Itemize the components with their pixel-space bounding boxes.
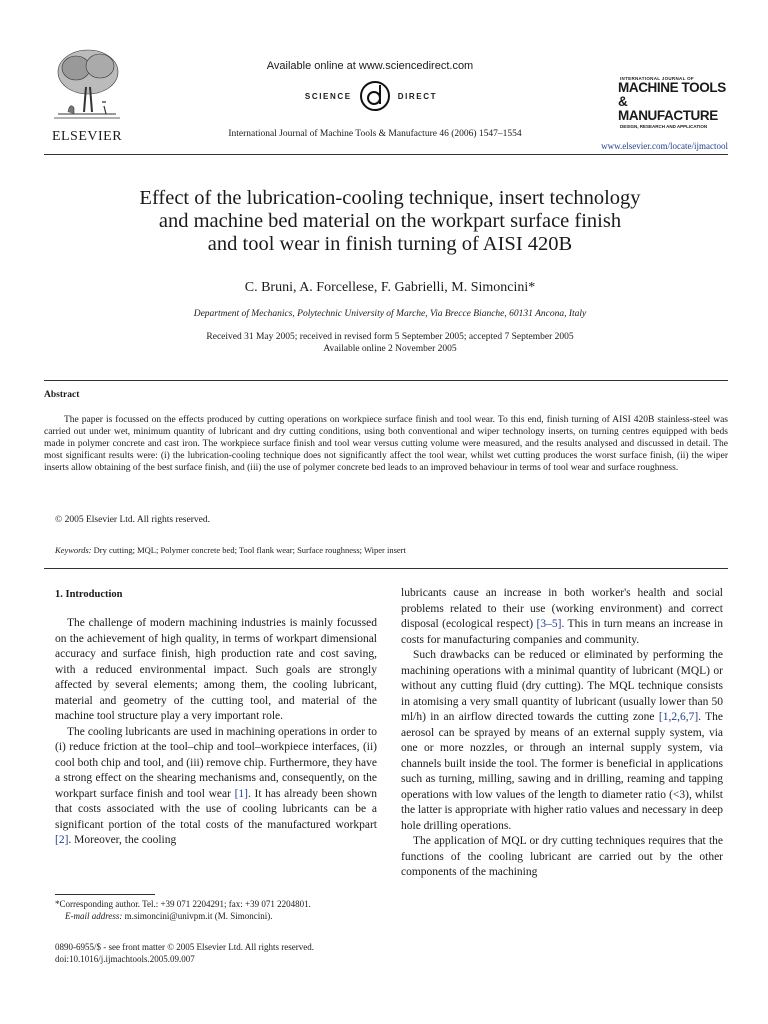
paragraph: The application of MQL or dry cutting techniques requires that the functions of the cooling lubricant are carried out by the other components of the machining	[401, 835, 723, 878]
abstract-top-divider	[44, 380, 728, 381]
citation-link[interactable]: [1]	[234, 787, 248, 800]
title-line: and tool wear in finish turning of AISI 420B	[207, 233, 573, 255]
issn-line: 0890-6955/$ - see front matter © 2005 Elsevier Ltd. All rights reserved.	[55, 942, 315, 952]
article-dates	[60, 331, 720, 355]
available-online-text: Available online at www.sciencedirect.com	[266, 60, 474, 72]
paragraph	[401, 648, 723, 834]
received-dates: Received 31 May 2005; received in revised form 5 September 2005; accepted 7 September 2005	[206, 332, 574, 342]
paragraph-text: . The aerosol can be sprayed by means of an external supply system, via one or more nozzles, or through an internal supply system, via channels built inside the tool. The former is beneficial in applications such as turning, milling, sawing and in drilling, reaming and tapping operations with low values of the length to diameter ratio (<3), whilst the latter is appropriate with higher ratio values and necessary in deep hole drilling operations.	[401, 711, 724, 832]
footnote	[55, 898, 385, 922]
paragraph	[401, 586, 723, 648]
abstract-heading: Abstract	[44, 390, 80, 400]
paragraph-text: lubricants cause an increase in both worker's health and social problems related to their use (working environment) and correct disposal (ecological respect)	[401, 587, 723, 630]
article-title	[60, 187, 720, 256]
journal-subtitle: DESIGN, RESEARCH AND APPLICATION	[620, 124, 708, 129]
doi-line: doi:10.1016/j.ijmachtools.2005.09.007	[55, 954, 195, 964]
journal-intl-label: INTERNATIONAL JOURNAL OF	[620, 76, 694, 81]
title-line: and machine bed material on the workpart surface finish	[158, 210, 622, 232]
abstract-text: The paper is focussed on the effects produced by cutting operations on workpiece surface finish and tool wear. To this end, finish turning of AISI 420B stainless-steel was carried out under wet, minimum quantity of lubricant and dry cutting conditions, using both conventional and wiper technology inserts, on turning centres equipped with beds made in polymer concrete and cast iron. The workpiece surface finish and tool wear versus cutting volume were measured, and the results analysed and discussed in detail. The most significant results were: (i) the lubrication-cooling technique does not significantly affect the tool wear, whilst wet cutting produces the worst surface finish, (ii) the wiper inserts allow obtaining of the best surface finish, and (iii) the use of polymer concrete bed leads to an improved behaviour in terms of tool wear and surface roughness.	[44, 415, 728, 473]
journal-title-box	[618, 76, 728, 129]
paragraph: The challenge of modern machining industries is mainly focussed on the achievement of high quality, in terms of workpart dimensional accuracy and surface finish, high production rate and cost saving, with a reduced environmental impact. Such goals are strongly affected by several elements; among them, the cooling lubricant, material and geometry of the cutting tool, and material of the machine tool structure play a very important role.	[55, 617, 377, 722]
paragraph-text: . Moreover, the cooling	[68, 834, 177, 846]
right-column	[401, 586, 723, 881]
journal-citation: International Journal of Machine Tools & Manufacture 46 (2006) 1547–1554	[228, 129, 522, 139]
paragraph-text: . It has already been shown that costs associated with the use of cooling lubricants can be a significant portion of the total costs of the manufactured workpart	[55, 787, 377, 831]
header-divider	[44, 154, 728, 155]
article-identifiers	[55, 941, 395, 965]
sd-left-word: SCIENCE	[304, 91, 352, 101]
elsevier-logo	[44, 42, 130, 142]
email-label: E-mail address:	[65, 911, 123, 921]
citation-link[interactable]: [2]	[55, 834, 69, 846]
paragraph-text: Such drawbacks can be reduced or eliminated by performing the machining operations with a minimal quantity of lubricant (MQL) or without any cutting fluid (dry cutting). The MQL technique consists in atomising a very small quantity of lubricant (usually lower than 50 ml/h) in an airflow directed towards the cutting zone	[401, 649, 723, 723]
corresponding-author: *Corresponding author. Tel.: +39 071 2204291; fax: +39 071 2204801.	[55, 899, 311, 909]
publisher-name: ELSEVIER	[51, 129, 123, 144]
paragraph-text: The cooling lubricants are used in machining operations in order to (i) reduce friction at the tool–chip and tool–workpiece interfaces, (ii) cool both chip and tool, and (iii) remove chip. Furthermore, they have a strong effect on the shearing mechanisms and, consequently, on the workpart surface finish and tool wear	[55, 725, 377, 800]
elsevier-tree-icon	[48, 42, 126, 124]
abstract-copyright: © 2005 Elsevier Ltd. All rights reserved.	[55, 515, 210, 525]
sd-right-word: DIRECT	[397, 91, 438, 101]
keywords-list: Dry cutting; MQL; Polymer concrete bed; Tool flank wear; Surface roughness; Wiper insert	[93, 545, 406, 555]
journal-title-line2: & MANUFACTURE	[618, 94, 718, 123]
keywords-label: Keywords:	[55, 545, 92, 555]
journal-url-link[interactable]: www.elsevier.com/locate/ijmactool	[601, 141, 728, 151]
citation-link[interactable]: [1,2,6,7]	[658, 711, 699, 723]
journal-title-line1: MACHINE TOOLS	[618, 80, 726, 95]
section-heading: 1. Introduction	[55, 589, 123, 600]
authors: C. Bruni, A. Forcellese, F. Gabrielli, M. Simoncini*	[244, 280, 536, 295]
paragraph	[55, 725, 377, 849]
citation-link[interactable]: [3–5]	[536, 618, 562, 630]
keywords	[55, 545, 406, 555]
affiliation: Department of Mechanics, Polytechnic University of Marche, Via Brecce Bianche, 60131 Ancona, Italy	[193, 309, 587, 319]
sciencedirect-at-icon	[358, 79, 392, 113]
left-column	[55, 616, 377, 849]
footnote-divider	[55, 894, 155, 895]
email-line	[55, 910, 385, 922]
available-date: Available online 2 November 2005	[323, 344, 457, 354]
sciencedirect-logo	[236, 76, 506, 116]
paragraph-text: . This in turn means an increase in costs for manufacturing companies and community.	[401, 618, 723, 646]
abstract-bottom-divider	[44, 568, 728, 569]
title-line: Effect of the lubrication-cooling technique, insert technology	[139, 187, 641, 209]
email-address: m.simoncini@univpm.it (M. Simoncini).	[124, 911, 273, 921]
